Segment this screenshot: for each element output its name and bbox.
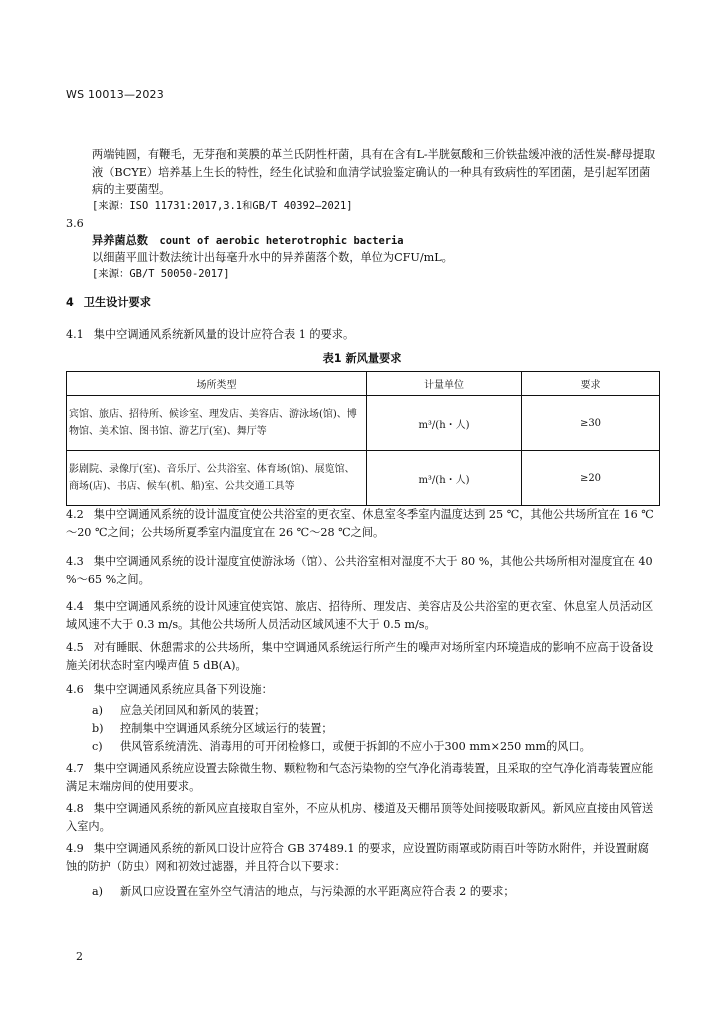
clause-text: 集中空调通风系统的设计湿度宜使游泳场（馆）、公共浴室相对湿度不大于 80 %，其他公共场所相对湿度宜在 40 %～65 %之间。 <box>66 555 653 586</box>
item-label: b) <box>92 722 104 735</box>
section-number: 4 <box>66 296 74 309</box>
section-4-heading <box>66 294 151 311</box>
clause-4-6 <box>66 681 273 698</box>
section-title: 卫生设计要求 <box>83 296 151 309</box>
list-item <box>92 720 333 736</box>
item-text: 应急关闭回风和新风的装置； <box>120 704 266 717</box>
intro-paragraph: 两端钝圆，有鞭毛，无芽孢和荚膜的革兰氏阴性杆菌，具有在含有L-半胱氨酸和三价铁盐缓冲液的活性炭-酵母提取液（BCYE）培养基上生长的特性，经生化试验和血清学试验鉴定确认的一种具有致病性的军团菌，是引起军团菌病的主要菌型。 <box>92 148 656 196</box>
clause-text: 集中空调通风系统应设置去除微生物、颗粒物和气态污染物的空气净化消毒装置，且采取的空气净化消毒装置应能满足末端房间的使用要求。 <box>66 762 654 793</box>
clause-number: 4.4 <box>66 600 84 613</box>
list-item <box>92 702 265 718</box>
item-text: 控制集中空调通风系统分区域运行的装置； <box>120 722 333 735</box>
clause-number: 4.9 <box>66 842 84 855</box>
clause-4-5 <box>66 639 660 674</box>
clause-number: 4.6 <box>66 683 84 696</box>
clause-4-2 <box>66 506 660 541</box>
table-1 <box>66 371 660 506</box>
item-text: 新风口应设置在室外空气清洁的地点，与污染源的水平距离应符合表 2 的要求； <box>120 885 515 898</box>
clause-text: 集中空调通风系统的新风口设计应符合 GB 37489.1 的要求，应设置防雨罩或防雨百叶等防水附件，并设置耐腐蚀的防护（防虫）网和初效过滤器，并且符合以下要求： <box>66 842 649 873</box>
clause-text: 集中空调通风系统新风量的设计应符合表 1 的要求。 <box>93 328 355 341</box>
clause-text: 对有睡眠、休憩需求的公共场所，集中空调通风系统运行所产生的噪声对场所室内环境造成的影响不应高于设备设施关闭状态时室内噪声值 5 dB(A)。 <box>66 641 654 672</box>
clause-4-7 <box>66 760 660 795</box>
header-requirement: 要求 <box>522 372 660 396</box>
clause-text: 集中空调通风系统的设计风速宜使宾馆、旅店、招待所、理发店、美容店及公共浴室的更衣室、休息室人员活动区域风速不大于 0.3 m/s。其他公共场所人员活动区域风速不大于 0.5 m/s。 <box>66 600 654 631</box>
item-label: a) <box>92 885 104 898</box>
clause-number: 4.5 <box>66 641 84 654</box>
clause-number: 4.3 <box>66 555 84 568</box>
clause-number: 4.7 <box>66 762 84 775</box>
cell-place: 宾馆、旅店、招待所、候诊室、理发店、美容店、游泳场(馆)、博物馆、美术馆、图书馆、游艺厅(室)、舞厅等 <box>67 396 367 451</box>
table-row <box>67 451 660 506</box>
term-source: [来源：GB/T 50050-2017] <box>92 268 230 280</box>
page-number: 2 <box>76 950 83 963</box>
term-definition: 以细菌平皿计数法统计出每毫升水中的异养菌落个数，单位为CFU/mL。 <box>92 251 453 264</box>
clause-4-1 <box>66 326 354 343</box>
clause-text: 集中空调通风系统应具备下列设施： <box>93 683 273 696</box>
clause-number: 4.2 <box>66 508 84 521</box>
list-item <box>92 883 515 899</box>
clause-4-8 <box>66 800 660 835</box>
clause-4-9 <box>66 840 660 875</box>
cell-unit: m³/(h・人) <box>367 451 522 506</box>
term-title <box>92 232 404 250</box>
item-label: a) <box>92 704 104 717</box>
cell-unit: m³/(h・人) <box>367 396 522 451</box>
header-place-type: 场所类型 <box>67 372 367 396</box>
cell-place: 影剧院、录像厅(室)、音乐厅、公共浴室、体育场(馆)、展览馆、商场(店)、书店、候车(机、船)室、公共交通工具等 <box>67 451 367 506</box>
term-en: count of aerobic heterotrophic bacteria <box>159 235 404 247</box>
item-label: c) <box>92 740 103 753</box>
clause-number: 4.1 <box>66 328 84 341</box>
clause-text: 集中空调通风系统的新风应直接取自室外，不应从机房、楼道及天棚吊顶等处间接吸取新风。新风应直接由风管送入室内。 <box>66 802 654 833</box>
header-unit: 计量单位 <box>367 372 522 396</box>
item-text: 供风管系统清洗、消毒用的可开闭检修口，或便于拆卸的不应小于300 mm×250 mm的风口。 <box>120 740 591 753</box>
clause-text: 集中空调通风系统的设计温度宜使公共浴室的更衣室、休息室冬季室内温度达到 25 ℃，其他公共场所宜在 16 ℃～20 ℃之间；公共场所夏季室内温度宜在 26 ℃～28 ℃之间。 <box>66 508 654 539</box>
term-zh: 异养菌总数 <box>92 234 148 247</box>
table-header-row <box>67 372 660 396</box>
table-row <box>67 396 660 451</box>
clause-4-3 <box>66 553 660 588</box>
intro-source: [来源：ISO 11731:2017,3.1和GB/T 40392—2021] <box>92 200 353 212</box>
cell-requirement: ≥30 <box>522 396 660 451</box>
standard-number: WS 10013—2023 <box>66 88 164 101</box>
table-1-caption: 表1 新风量要求 <box>322 352 402 365</box>
list-item <box>92 738 591 754</box>
clause-number: 4.8 <box>66 802 84 815</box>
clause-4-4 <box>66 598 660 633</box>
cell-requirement: ≥20 <box>522 451 660 506</box>
term-number: 3.6 <box>66 217 84 230</box>
